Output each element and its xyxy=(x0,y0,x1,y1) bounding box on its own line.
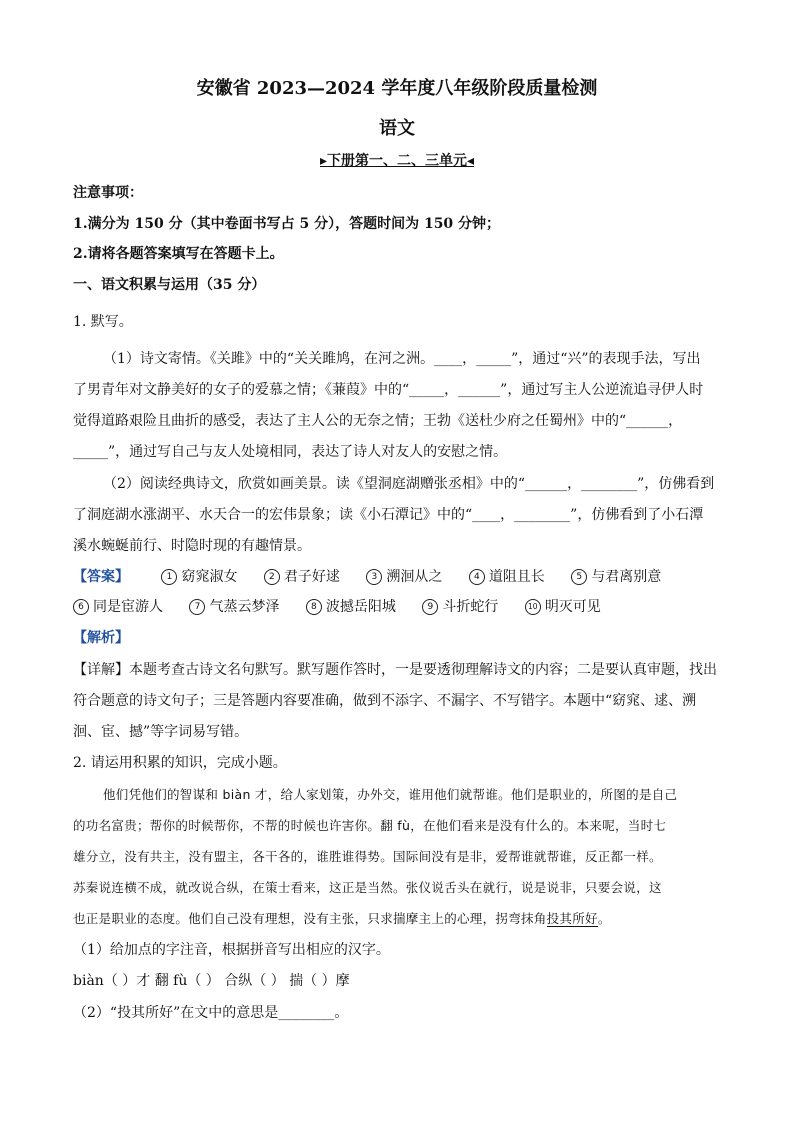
number-circle: 2 xyxy=(264,569,280,585)
passage-line-1: 他们凭他们的智谋和 biàn 才，给人家划策，办外交，谁用他们就帮谁。他们是职业的，所图的是自己 xyxy=(103,787,678,802)
q2-stem: 2. 请运用积累的知识，完成小题。 xyxy=(73,755,287,771)
detail-line-3: 洄、宦、撼”等字词易写错。 xyxy=(73,724,249,740)
notice-label: 注意事项： xyxy=(73,185,143,201)
number-circle: 5 xyxy=(571,569,587,585)
q2-fill-line: biàn（ ）才 翻 fù（ ） 合纵（ ） 揣（ ）摩 xyxy=(73,973,350,989)
exam-title: 安徽省 2023—2024 学年度八年级阶段质量检测 xyxy=(196,78,598,99)
passage-line-4: 苏秦说连横不成，就改说合纵，在策士看来，这正是当然。张仪说舌头在就行，说是说非，只要会说，这 xyxy=(73,880,662,895)
detail-line-2: 符合题意的诗文句子；三是答题内容要准确，做到不添字、不漏字、不写错字。本题中“窈窕、逑、溯 xyxy=(73,693,697,709)
answer-item: 4 道阻且长 xyxy=(469,569,545,585)
q1-p2-line1: （2）阅读经典诗文，欣赏如画美景。读《望洞庭湖赠张丞相》中的“______，________”，仿佛看到 xyxy=(103,476,715,492)
subject-title: 语文 xyxy=(379,118,415,139)
q2-sub2: （2）“投其所好”在文中的意思是________。 xyxy=(73,1005,349,1021)
number-circle: 10 xyxy=(525,599,541,615)
answer-item: 5 与君离别意 xyxy=(571,569,661,585)
answer-row-1 xyxy=(73,567,661,587)
q1-p1-line2: 了男青年对文静美好的女子的爱慕之情；《蒹葭》中的“_____，______”，通过写主人公逆流追寻伊人时 xyxy=(73,382,704,398)
notice-item-2: 2.请将各题答案填写在答题卡上。 xyxy=(73,246,284,262)
answer-item: 9 斗折蛇行 xyxy=(422,599,498,615)
answer-label: 【答案】 xyxy=(73,569,129,585)
passage-line-3: 雄分立，没有共主，没有盟主，各干各的，谁胜谁得势。国际间没有是非，爱帮谁就帮谁，反正都一样。 xyxy=(73,849,662,864)
number-circle: 7 xyxy=(189,599,205,615)
answer-row-2 xyxy=(73,597,623,617)
number-circle: 6 xyxy=(73,599,89,615)
notice-item-1: 1.满分为 150 分（其中卷面书写占 5 分），答题时间为 150 分钟； xyxy=(73,216,501,232)
number-circle: 4 xyxy=(469,569,485,585)
number-circle: 9 xyxy=(422,599,438,615)
scope-label: ▸下册第一、二、三单元◂ xyxy=(319,153,475,169)
passage-line-5: 也正是职业的态度。他们自己没有理想，没有主张，只求揣摩主上的心理，拐弯抹角投其所好。 xyxy=(73,911,611,926)
q1-p1-line1: （1）诗文寄情。《关雎》中的“关关雎鸠，在河之洲。____，_____”，通过“兴”的表现手法，写出 xyxy=(103,351,701,367)
answer-item: 7 气蒸云梦泽 xyxy=(189,599,279,615)
q1-p1-line3: 觉得道路艰险且曲折的感受，表达了主人公的无奈之情；王勃《送杜少府之任蜀州》中的“______， xyxy=(73,413,683,429)
analysis-label: 【解析】 xyxy=(73,630,129,646)
detail-line-1: 【详解】本题考查古诗文名句默写。默写题作答时，一是要透彻理解诗文的内容；二是要认真审题，找出 xyxy=(73,662,717,678)
answer-item: 8 波撼岳阳城 xyxy=(306,599,396,615)
underlined-phrase: 投其所好 xyxy=(546,911,598,926)
q2-sub1: （1）给加点的字注音，根据拼音写出相应的汉字。 xyxy=(73,942,390,958)
answer-item: 3 溯洄从之 xyxy=(366,569,442,585)
answer-item: 2 君子好逑 xyxy=(264,569,340,585)
number-circle: 1 xyxy=(161,569,177,585)
q1-p2-line3: 溪水蜿蜒前行、时隐时现的有趣情景。 xyxy=(73,538,311,554)
number-circle: 8 xyxy=(306,599,322,615)
number-circle: 3 xyxy=(366,569,382,585)
section-heading: 一、语文积累与运用（35 分） xyxy=(73,277,266,293)
passage-line-2: 的功名富贵；帮你的时候帮你，不帮的时候也许害你。翻 fù，在他们看来是没有什么的。本来呢，当时七 xyxy=(73,818,667,833)
answer-item: 1 窈窕淑女 xyxy=(161,569,237,585)
q1-p1-line4: _____”，通过写自己与友人处境相同，表达了诗人对友人的安慰之情。 xyxy=(73,444,508,460)
answer-item: 10 明灭可见 xyxy=(525,599,601,615)
q1-p2-line2: 了洞庭湖水涨湖平、水天合一的宏伟景象；读《小石潭记》中的“____，________”，仿佛看到了小石潭 xyxy=(73,507,704,523)
q1-stem: 1. 默写。 xyxy=(73,314,133,330)
answer-item: 6 同是宦游人 xyxy=(73,599,163,615)
